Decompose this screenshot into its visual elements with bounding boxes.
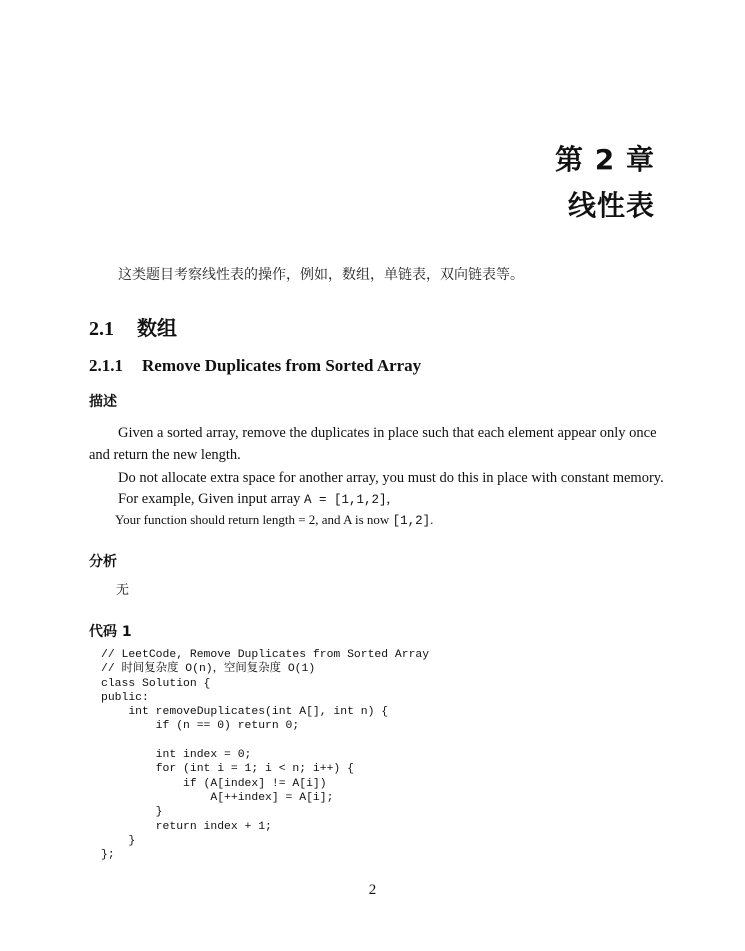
analysis-text: 无: [116, 583, 130, 598]
p3-suffix: ,: [386, 491, 391, 507]
p3-code: A = [1,1,2]: [304, 493, 387, 507]
p4-suffix: .: [430, 512, 434, 527]
subsection-title: Remove Duplicates from Sorted Array: [142, 356, 422, 375]
section-heading: [89, 312, 177, 341]
code-block: // LeetCode, Remove Duplicates from Sorted Array // 时间复杂度 O(n)，空间复杂度 O(1) class Solution { public: int removeDuplicates(int A[], int n) { if (n == 0) return 0; int index = 0; for (int i = 1; i < n; i++) { if (A[index] != A[i]) A[++index] = A[i]; } return index + 1; } };: [101, 649, 430, 862]
description-p2: Do not allocate extra space for another array, you must do this in place with constant memory.: [118, 470, 664, 486]
description-p1-line1: Given a sorted array, remove the duplicates in place such that each element appear only once: [118, 425, 657, 441]
subsection-heading: [89, 356, 421, 376]
chapter-number: 第 2 章: [555, 143, 655, 176]
description-p4: [115, 509, 433, 532]
section-number: 2.1: [89, 318, 114, 340]
description-p3: [118, 488, 390, 511]
p4-code: [1,2]: [392, 514, 431, 528]
page-number: 2: [368, 882, 377, 898]
p4-prefix: Your function should return length = 2, and A is now: [115, 512, 393, 527]
analysis-heading: 分析: [89, 554, 117, 570]
p3-prefix: For example, Given input array: [118, 491, 305, 507]
section-title: 数组: [137, 316, 177, 340]
description-heading: 描述: [89, 394, 117, 410]
chapter-intro: 这类题目考察线性表的操作，例如，数组，单链表，双向链表等。: [118, 267, 524, 283]
description-p1-line2: and return the new length.: [89, 447, 241, 463]
subsection-number: 2.1.1: [89, 356, 123, 375]
chapter-title: 线性表: [567, 189, 655, 222]
code1-heading: 代码 1: [89, 624, 132, 640]
